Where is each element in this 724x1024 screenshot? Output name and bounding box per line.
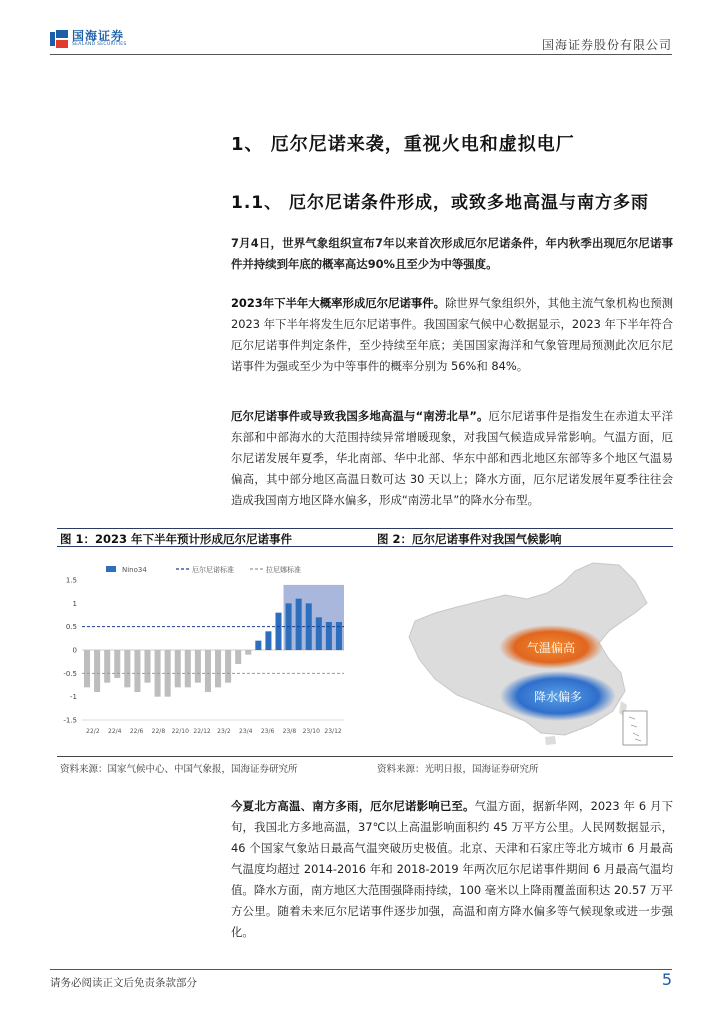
bar-16 [245, 650, 251, 655]
bar-0 [84, 650, 90, 687]
paragraph-2-body: 除世界气象组织外，其他主流气象机构也预测 2023 年下半年将发生厄尔尼诺事件。我国国家气候中心数据显示，2023 年下半年符合厄尔尼诺事件判定条件，至少持续至年底；美国国家海洋和气象管理局预测此次厄尔尼诺事件为强或至少为中等事件的概率分别为 56%和 84%。 [231, 296, 673, 373]
legend-nino34-swatch [106, 566, 116, 572]
bar-17 [255, 641, 261, 650]
y-tick-label-6: -1.5 [63, 716, 77, 725]
x-tick-label-8: 23/6 [260, 728, 275, 735]
paragraph-4 [231, 796, 673, 943]
figure-1-source: 资料来源：国家气候中心、中国气象报，国海证券研究所 [60, 764, 298, 775]
bar-11 [195, 650, 201, 683]
bar-1 [94, 650, 100, 692]
paragraph-2-lead: 2023年下半年大概率形成厄尔尼诺事件。 [231, 296, 446, 310]
bar-21 [296, 599, 302, 650]
bar-2 [104, 650, 110, 683]
bar-19 [275, 613, 281, 650]
bar-14 [225, 650, 231, 683]
paragraph-4-lead: 今夏北方高温、南方多雨，厄尔尼诺影响已至。 [231, 799, 475, 813]
bar-6 [144, 650, 150, 683]
figure-2-title: 图 2：厄尔尼诺事件对我国气候影响 [377, 532, 562, 546]
bar-10 [185, 650, 191, 687]
warm-label: 气温偏高 [526, 641, 576, 655]
x-tick-label-11: 23/12 [324, 728, 342, 735]
x-tick-label-10: 23/10 [302, 728, 320, 735]
bar-13 [215, 650, 221, 687]
x-tick-label-9: 23/8 [282, 728, 297, 735]
y-tick-label-2: 0.5 [65, 623, 77, 632]
figure-top-rule [57, 528, 673, 529]
x-tick-label-6: 23/2 [217, 728, 231, 735]
y-tick-label-3: 0 [72, 646, 77, 655]
page-number: 5 [661, 970, 672, 989]
paragraph-3-lead: 厄尔尼诺事件或导致我国多地高温与“南涝北旱”。 [231, 409, 489, 423]
paragraph-3-body: 厄尔尼诺事件是指发生在赤道太平洋东部和中部海水的大范围持续异常增暖现象，对我国气候造成异常影响。气温方面，厄尔尼诺发展年夏季，华北南部、华中北部、华东中部和西北地区东部等多个地区气温易偏高，其中部分地区高温日数可达 30 天以上；降水方面，厄尔尼诺发展年夏季往往会造成我国南方地区降水偏多，形成“南涝北旱”的降水分布型。 [231, 409, 673, 507]
company-logo [50, 30, 127, 48]
nino34-bar-chart [58, 560, 358, 736]
figure-bottom-rule [57, 756, 673, 757]
bar-9 [175, 650, 181, 687]
x-tick-label-4: 22/10 [171, 728, 189, 735]
footer-disclaimer: 请务必阅读正文后免责条款部分 [50, 977, 197, 989]
figure-title-rule [57, 546, 673, 547]
x-tick-label-0: 22/2 [86, 728, 100, 735]
section-heading: 1、 厄尔尼诺来袭，重视火电和虚拟电厂 [231, 134, 575, 155]
bar-15 [235, 650, 241, 664]
x-tick-label-7: 23/4 [239, 728, 253, 735]
legend-label-0: Nino34 [122, 566, 147, 574]
figure-1-title: 图 1：2023 年下半年预计形成厄尔尼诺事件 [60, 532, 293, 546]
bar-18 [265, 631, 271, 650]
x-tick-label-3: 22/8 [151, 728, 166, 735]
bar-12 [205, 650, 211, 692]
logo-cn: 国海证券 [72, 29, 125, 44]
bar-4 [124, 650, 130, 687]
y-tick-label-0: 1.5 [65, 576, 77, 585]
paragraph-1: 7月4日，世界气象组织宣布7年以来首次形成厄尔尼诺条件，年内秋季出现厄尔尼诺事件并持续到年底的概率高达90%且至少为中等强度。 [231, 236, 673, 271]
bar-23 [316, 617, 322, 650]
china-climate-map [395, 555, 673, 750]
y-tick-label-1: 1 [72, 599, 77, 608]
highlight-band [284, 585, 344, 650]
header-divider [50, 54, 672, 55]
y-tick-label-4: -0.5 [63, 669, 77, 678]
paragraph-3 [231, 406, 673, 511]
paragraph-4-body: 气温方面，据新华网，2023 年 6 月下旬，我国北方多地高温，37℃以上高温影响面积约 45 万平方公里。人民网数据显示，46 个国家气象站日最高气温突破历史极值。北京、天津和石家庄等北方城市 6 月最高气温度均超过 2014-2016 年和 2018-2019 年两次厄尔尼诺事件期间 6 月最高气温均值。降水方面，南方地区大范围强降雨持续，100 毫米以上降雨覆盖面积达 20.57 万平方公里。随着未来厄尔尼诺事件逐步加强，高温和南方降水偏多等气候现象或进一步强化。 [231, 799, 673, 939]
x-tick-label-5: 22/12 [193, 728, 211, 735]
logo-en: SEALAND SECURITIES [72, 42, 127, 48]
figure-2-source: 资料来源：光明日报，国海证券研究所 [377, 764, 539, 775]
rain-label: 降水偏多 [533, 690, 583, 704]
footer-divider [50, 969, 672, 970]
hainan-outline [545, 736, 556, 745]
paragraph-2 [231, 293, 673, 377]
x-tick-label-2: 22/6 [129, 728, 144, 735]
subsection-heading: 1.1、 厄尔尼诺条件形成，或致多地高温与南方多雨 [231, 193, 650, 213]
x-tick-label-1: 22/4 [108, 728, 122, 735]
bar-5 [134, 650, 140, 692]
south-sea-inset [623, 711, 647, 745]
legend-label-2: 拉尼娜标准 [266, 566, 301, 574]
company-name: 国海证券股份有限公司 [541, 38, 672, 52]
y-tick-label-5: -1 [70, 693, 77, 702]
logo-mark-icon [50, 30, 68, 48]
legend-label-1: 厄尔尼诺标准 [192, 566, 234, 574]
